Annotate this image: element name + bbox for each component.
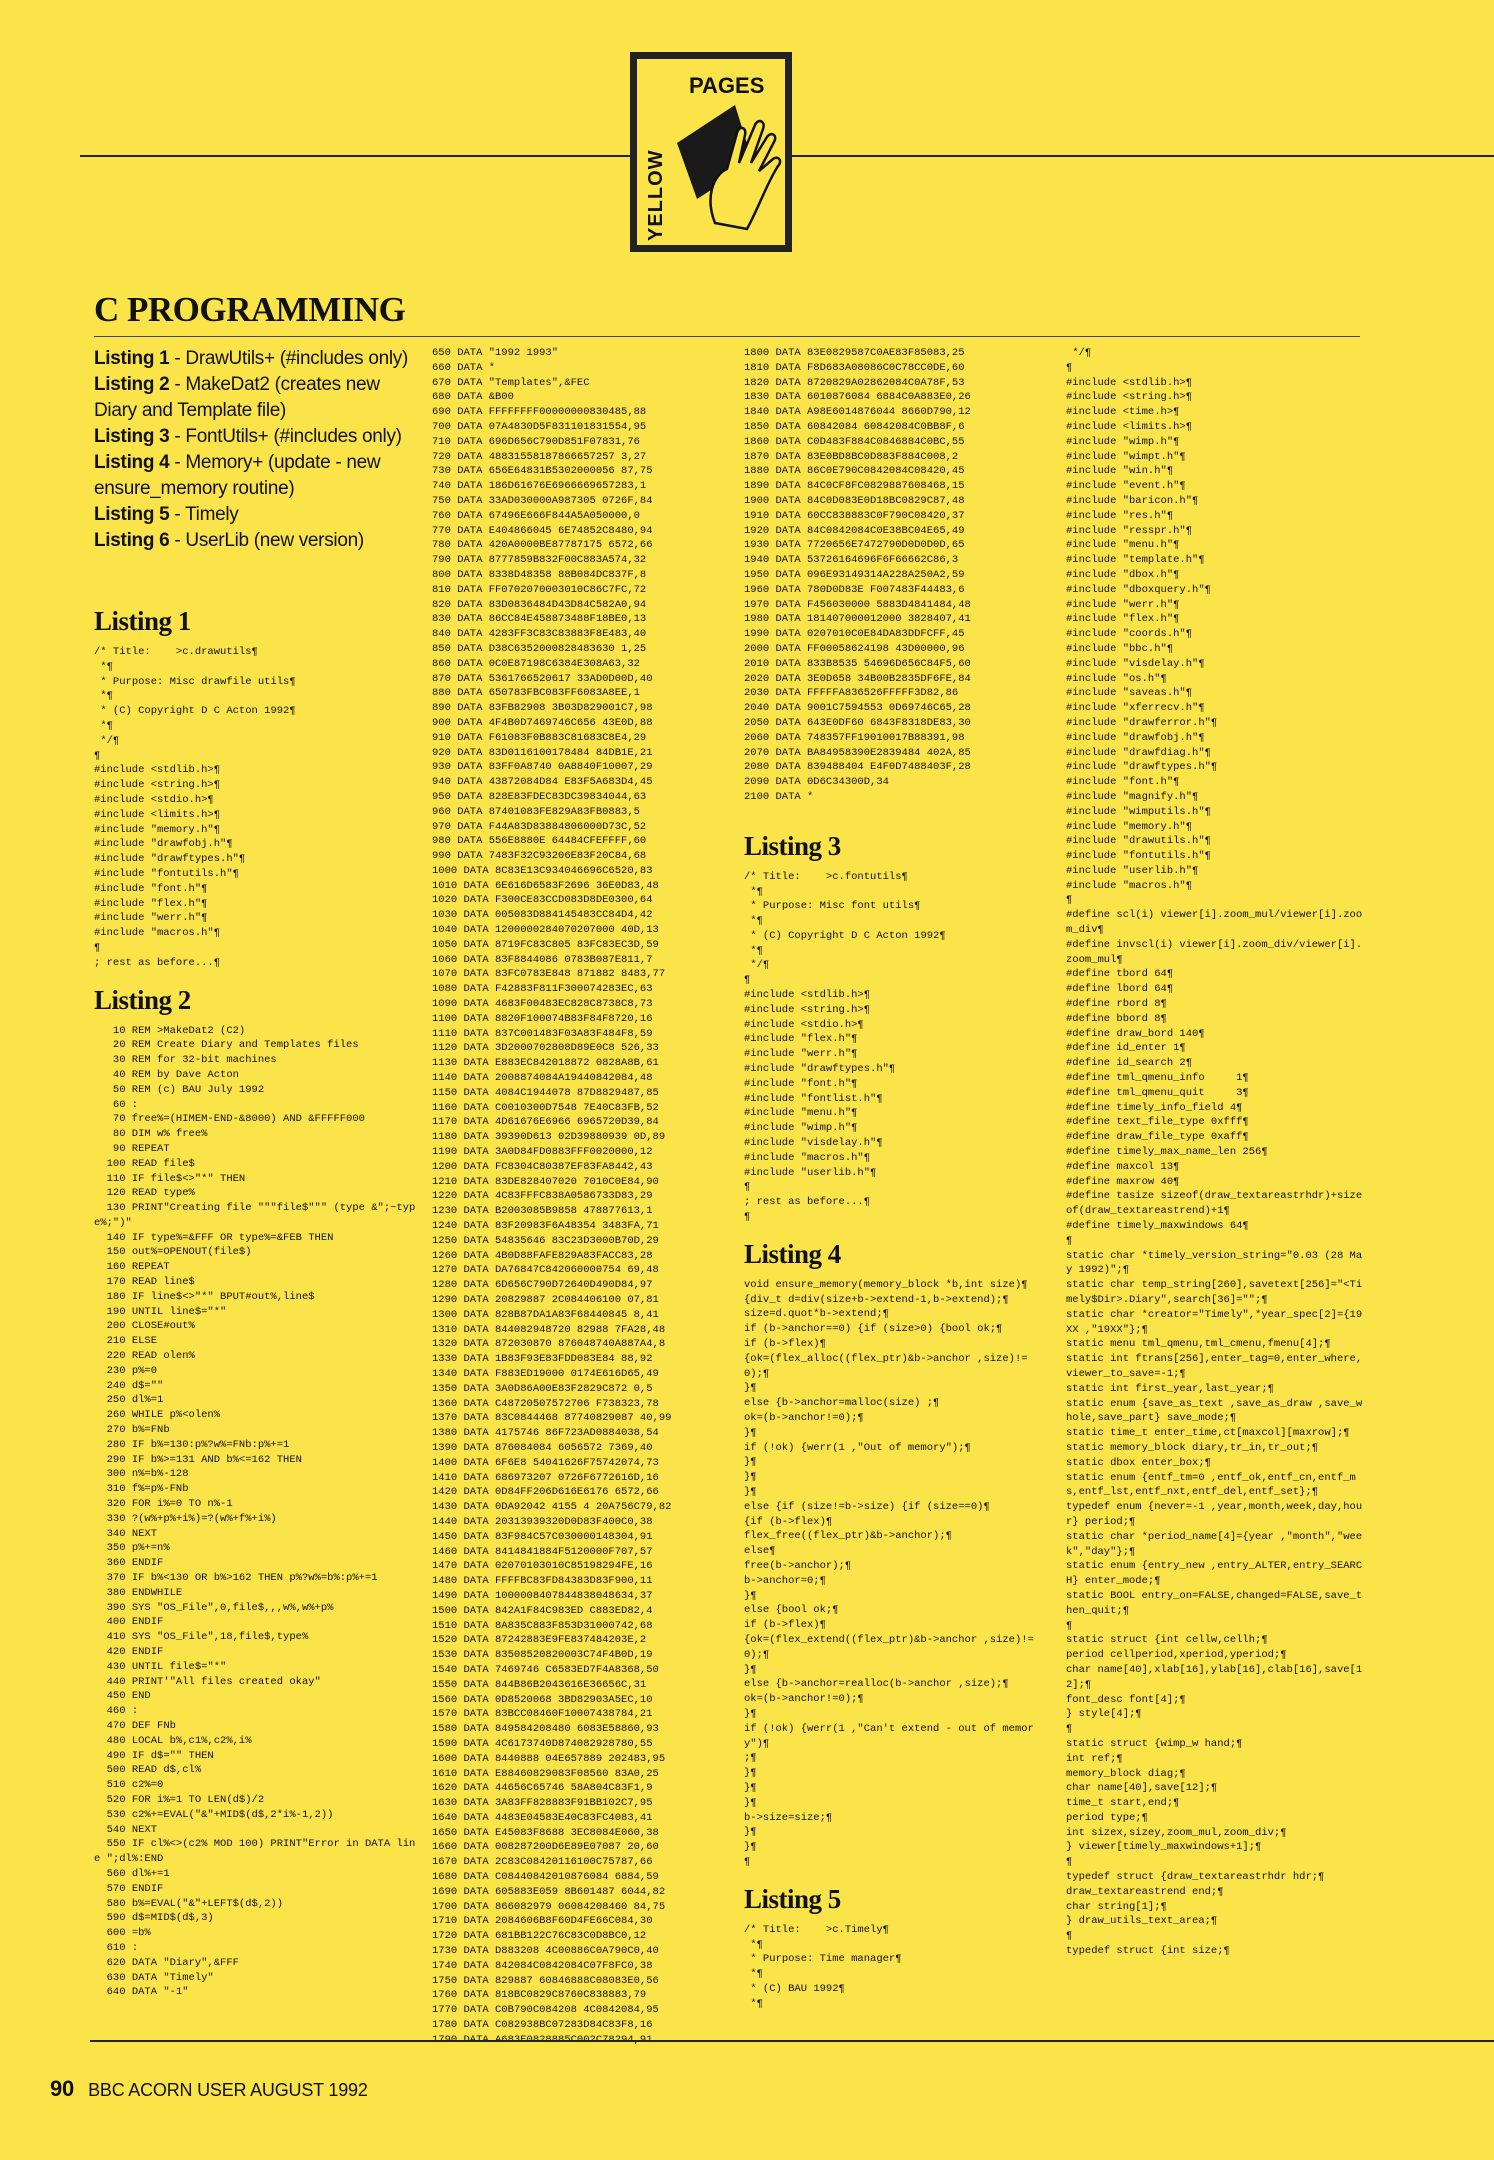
listings-index	[94, 346, 416, 554]
footer-magazine-line: BBC ACORN USER AUGUST 1992	[88, 2080, 368, 2100]
logo-pages-text: PAGES	[689, 73, 765, 98]
data-lines-code: 650 DATA "1992 1993" 660 DATA * 670 DATA "Templates",&FEC 680 DATA &B00 690 DATA FFFFFFFF00000000830485,88 700 DATA 07A4830D5F831101831554,95 710 DATA 696D656C790D851F07831,76 720 DATA 48831558187866657257 3,27 730 DATA 656E64831B5302000056 87,75 740 DATA 186D61676E6966669657283,1 750 DATA 33AD030000A987305 0726F,84 760 DATA 67496E666F844A5A050000,0 770 DATA E404866045 6E74852C8480,94 780 DATA 420A0000BE87787175 6572,66 790 DATA 8777859B832F00C883A574,32 800 DATA 8338D48358 88B084DC837F,8 810 DATA FF0702070003010C86C7FC,72 820 DATA 83D0836484D43D84C582A0,94 830 DATA 86CC84E458873488F18BE0,13 840 DATA 4283FF3C83C83883F8E483,40 850 DATA D38C6352000828483630 1,25 860 DATA 0C0E87198C6384E308A63,32 870 DATA 5361766520617 33AD0D00D,40 880 DATA 650783FBC083FF6083A8EE,1 890 DATA 83FB82908 3B03D829001C7,98 900 DATA 4F4B0D7469746C656 43E0D,88 910 DATA F61083F0B883C81683C8E4,29 920 DATA 83D0116100178484 84DB1E,21 930 DATA 83FF0A8740 0A8840F10007,29 940 DATA 43872084D84 E83F5A683D4,45 950 DATA 828E83FDEC83DC39834044,63 960 DATA 87401083FE829A83FB0883,5 970 DATA F44A83D83884806000D73C,52 980 DATA 556E8880E 64484CFEFFFF,60 990 DATA 7483F32C93206E83F20C84,68 1000 DATA 8C83E13C934046696C6520,83 1010 DATA 6E616D6583F2696 36E0D83,48 1020 DATA F300CE83CCD083D8DE0300,64 1030 DATA 005083D884145483CC84D4,42 1040 DATA 1200000284070207000 40D,13 1050 DATA 8719FC83C805 83FC83EC3D,59 1060 DATA 83F8844086 0783B087E811,7 1070 DATA 83FC0783E848 871882 8483,77 1080 DATA F42883F811F300074283EC,63 1090 DATA 4683F00483EC828C8738C8,73 1100 DATA 8820F100074B83F84F8720,16 1110 DATA 837C001483F03A83F484F8,59 1120 DATA 3D2000702808D89E0C8 526,33 1130 DATA E883EC842018872 0828A8B,61 1140 DATA 2008874084A19440842084,48 1150 DATA 4084C1944078 87D8829487,85 1160 DATA C0010300D7548 7E40C83FB,52 1170 DATA 4D61676E6966 6965720D39,84 1180 DATA 39390D613 02D39880939 0D,89 1190 DATA 3A0D84FD0883FFF0020000,12 1200 DATA FC8304C80387EF83FA8442,43 1210 DATA 83DE828407020 7010C0E84,90 1220 DATA 4C83FFFC838A0586733D83,29 1230 DATA B2003085B9858 478877613,1 1240 DATA 83F20983F6A48354 3483FA,71 1250 DATA 54835646 83C23D3000B70D,29 1260 DATA 4B0D88FAFE829A83FACC83,28 1270 DATA DA76847C842060000754 69,48 1280 DATA 6D656C790D72640D490D84,97 1290 DATA 20829887 2C084406100 07,81 1300 DATA 828B87DA1A83F68440845 8,41 1310 DATA 844082948720 82988 7FA28,48 1320 DATA 872030870 876048740A887A4,8 1330 DATA 1B83F93E83FDD083E84 88,92 1340 DATA F883ED19000 0174E616D65,49 1350 DATA 3A0D86A00E83F2829C872 0,5 1360 DATA C48720507572706 F738323,78 1370 DATA 83C0844468 87740829087 40,99 1380 DATA 4175746 86F723AD0884038,54 1390 DATA 876084084 6056572 7369,40 1400 DATA 6F6E8 54041626F75742074,73 1410 DATA 686973207 0726F6772616D,16 1420 DATA 0D84FF206D616E6176 6572,66 1430 DATA 0DA92042 4155 4 20A756C79,82 1440 DATA 20313939320D0D83F400C0,38 1450 DATA 83F984C57C030000148304,91 1460 DATA 8414841884F5120000F707,57 1470 DATA 02070103010C85198294FE,16 1480 DATA FFFFBC83FD84383D83F900,11 1490 DATA 1000008407844838048634,37 1500 DATA 842A1F84C983ED C883ED82,4 1510 DATA 8A835C883F853D31000742,68 1520 DATA 87242883E9FE837484203E,2 1530 DATA 83508520820003C74F4B0D,19 1540 DATA 7469746 C6583ED7F4A8368,50 1550 DATA 844B86B2043616E36656C,31 1560 DATA 0D8520068 3BD82903A5EC,10 1570 DATA 83BCC08460F10007438784,21 1580 DATA 849584208480 6083E58860,93 1590 DATA 4C6173740D874082928780,55 1600 DATA 8440888 04E657889 202483,95 1610 DATA E88460829083F08560 83A0,25 1620 DATA 44656C65746 58A804C83F1,9 1630 DATA 3A83FF828883F91BB102C7,95 1640 DATA 4483E04583E40C83FC4083,41 1650 DATA E45083F8688 3EC8084E060,38 1660 DATA 008287200D6E89E07087 20,60 1670 DATA 2C83C08420116100C75787,66 1680 DATA C08440842010876084 6884,59 1690 DATA 605883E059 8B601487 6044,82 1700 DATA 866082979 06084208460 84,75 1710 DATA 2084606B8F60D4FE66C084,30 1720 DATA 681BB122C76C83C0D8BC0,12 1730 DATA D883208 4C00886C0A790C0,40 1740 DATA 842084C0842084C07F8FC0,38 1750 DATA 829887 60846888C08083E0,56 1760 DATA 818BC0829C8760C838883,79 1770 DATA C0B790C084208 4C0842084,95 1780 DATA C082938BC07283D84C83F8,16 1790 DATA A683E0828885C002C78294,91	[432, 347, 672, 2046]
listing-1-heading: Listing 1	[94, 606, 191, 636]
page-number: 90	[50, 2076, 75, 2101]
listing-4-heading: Listing 4	[744, 1238, 841, 1269]
index-item: Listing 1 - DrawUtils+ (#includes only)	[94, 348, 409, 369]
listing-5-heading: Listing 5	[744, 1883, 841, 1914]
index-item: Listing 4 - Memory+ (update - new	[94, 452, 381, 473]
index-item: Listing 3 - FontUtils+ (#includes only)	[94, 426, 402, 447]
listing-4-code: void ensure_memory(memory_block *b,int size)¶ {div_t d=div(size+b->extend-1,b->extend);¶ size=d.quot*b->extend;¶ if (b->anchor==0) {if (size>0) {bool ok;¶ if (b->flex)¶ {ok=(flex_alloc((flex_ptr)&b->anchor ,size)!=0);¶ }¶ else {b->anchor=malloc(size) ;¶ ok=(b->anchor!=0);¶ }¶ if (!ok) {werr(1 ,"Out of memory");¶ }¶ }¶ }¶ else {if (size!=b->size) {if (size==0)¶ {if (b->flex)¶ flex_free((flex_ptr)&b->anchor);¶ else¶ free(b->anchor);¶ b->anchor=0;¶ }¶ else {bool ok;¶ if (b->flex)¶ {ok=(flex_extend((flex_ptr)&b->anchor ,size)!=0);¶ }¶ else {b->anchor=realloc(b->anchor ,size);¶ ok=(b->anchor!=0);¶ }¶ if (!ok) {werr(1 ,"Can't extend - out of memory")¶ ;¶ }¶ }¶ }¶ b->size=size;¶ }¶ }¶ ¶	[744, 1278, 1034, 1868]
index-item: Listing 5 - Timely	[94, 504, 239, 525]
listing-5-continued-code: */¶ ¶ #include <stdlib.h>¶ #include <string.h>¶ #include <time.h>¶ #include <limits.h>¶ #include "wimp.h"¶ #include "wimpt.h"¶ #include "win.h"¶ #include "event.h"¶ #include "baricon.h"¶ #include "res.h"¶ #include "resspr.h"¶ #include "menu.h"¶ #include "template.h"¶ #include "dbox.h"¶ #include "dboxquery.h"¶ #include "werr.h"¶ #include "flex.h"¶ #include "coords.h"¶ #include "bbc.h"¶ #include "visdelay.h"¶ #include "os.h"¶ #include "saveas.h"¶ #include "xferrecv.h"¶ #include "drawferror.h"¶ #include "drawfobj.h"¶ #include "drawfdiag.h"¶ #include "drawftypes.h"¶ #include "font.h"¶ #include "magnify.h"¶ #include "wimputils.h"¶ #include "memory.h"¶ #include "drawutils.h"¶ #include "fontutils.h"¶ #include "userlib.h"¶ #include "macros.h"¶ ¶ #define scl(i) viewer[i].zoom_mul/viewer[i].zoom_div¶ #define invscl(i) viewer[i].zoom_div/viewer[i].zoom_mul¶ #define tbord 64¶ #define lbord 64¶ #define rbord 8¶ #define bbord 8¶ #define draw_bord 140¶ #define id_enter 1¶ #define id_search 2¶ #define tml_qmenu_info 1¶ #define tml_qmenu_quit 3¶ #define timely_info_field 4¶ #define text_file_type 0xfff¶ #define draw_file_type 0xaff¶ #define timely_max_name_len 256¶ #define maxcol 13¶ #define maxrow 40¶ #define tasize sizeof(draw_textareastrhdr)+sizeof(draw_textareastrend)+1¶ #define timely_maxwindows 64¶ ¶ static char *timely_version_string="0.03 (28 May 1992)";¶ static char temp_string[260],savetext[256]="<Timely$Dir>.Diary",search[36]="";¶ static char *creator="Timely",*year_spec[2]={19XX ,"19XX"};¶ static menu tml_qmenu,tml_cmenu,fmenu[4];¶ static int ftrans[256],enter_tag=0,enter_where,viewer_to_save=-1;¶ static int first_year,last_year;¶ static enum {save_as_text ,save_as_draw ,save_whole,save_part} save_mode;¶ static time_t enter_time,ct[maxcol][maxrow];¶ static memory_block diary,tr_in,tr_out;¶ static dbox enter_box;¶ static enum {entf_tm=0 ,entf_ok,entf_cn,entf_ms,entf_lst,entf_nxt,entf_del,entf_set};¶ typedef enum {never=-1 ,year,month,week,day,hour} period;¶ static char *period_name[4]={year ,"month","week","day"};¶ static enum {entry_new ,entry_ALTER,entry_SEARCH} enter_mode;¶ static BOOL entry_on=FALSE,changed=FALSE,save_then_quit;¶ ¶ static struct {int cellw,cellh;¶ period cellperiod,xperiod,yperiod;¶ char name[40],xlab[16],ylab[16],clab[16],save[12];¶ font_desc font[4];¶ } style[4];¶ ¶ static struct {wimp_w hand;¶ int ref;¶ memory_block diag;¶ char name[40],save[12];¶ time_t start,end;¶ period type;¶ int sizex,sizey,zoom_mul,zoom_div;¶ } viewer[timely_maxwindows+1];¶ ¶ typedef struct {draw_textareastrhdr hdr;¶ draw_textareastrend end;¶ char string[1];¶ } draw_utils_text_area;¶ ¶ typedef struct {int size;¶	[1066, 347, 1363, 1958]
listing-2-heading: Listing 2	[94, 984, 191, 1015]
title-rule	[94, 336, 1360, 337]
column-4	[1066, 346, 1366, 1959]
listing-3-code: /* Title: >c.fontutils¶ *¶ * Purpose: Misc font utils¶ *¶ * (C) Copyright D C Acton 1992¶ *¶ */¶ ¶ #include <stdlib.h>¶ #include <string.h>¶ #include <stdio.h>¶ #include "flex.h"¶ #include "werr.h"¶ #include "drawftypes.h"¶ #include "font.h"¶ #include "fontlist.h"¶ #include "menu.h"¶ #include "wimp.h"¶ #include "visdelay.h"¶ #include "macros.h"¶ #include "userlib.h"¶ ¶ ; rest as before...¶ ¶	[744, 870, 946, 1224]
listing-2-code: 10 REM >MakeDat2 (C2) 20 REM Create Diary and Templates files 30 REM for 32-bit machines 40 REM by Dave Acton 50 REM (c) BAU July 1992 60 : 70 free%=(HIMEM-END-&8000) AND &FFFFF000 80 DIM w% free% 90 REPEAT 100 READ file$ 110 IF file$<>"*" THEN 120 READ type% 130 PRINT"Creating file """file$""" (type &";~type%;")" 140 IF type%=&FFF OR type%=&FEB THEN 150 out%=OPENOUT(file$) 160 REPEAT 170 READ line$ 180 IF line$<>"*" BPUT#out%,line$ 190 UNTIL line$="*" 200 CLOSE#out% 210 ELSE 220 READ olen% 230 p%=0 240 d$="" 250 dl%=1 260 WHILE p%<olen% 270 b%=FNb 280 IF b%=130:p%?w%=FNb:p%+=1 290 IF b%>=131 AND b%<=162 THEN 300 n%=b%-128 310 f%=p%-FNb 320 FOR i%=0 TO n%-1 330 ?(w%+p%+i%)=?(w%+f%+i%) 340 NEXT 350 p%+=n% 360 ENDIF 370 IF b%<130 OR b%>162 THEN p%?w%=b%:p%+=1 380 ENDWHILE 390 SYS "OS_File",0,file$,,,w%,w%+p% 400 ENDIF 410 SYS "OS_File",18,file$,type% 420 ENDIF 430 UNTIL file$="*" 440 PRINT'"All files created okay" 450 END 460 : 470 DEF FNb 480 LOCAL b%,c1%,c2%,i% 490 IF d$="" THEN 500 READ d$,cl% 510 c2%=0 520 FOR i%=1 TO LEN(d$)/2 530 c2%+=EVAL("&"+MID$(d$,2*i%-1,2)) 540 NEXT 550 IF cl%<>(c2% MOD 100) PRINT"Error in DATA line ";dl%:END 560 dl%+=1 570 ENDIF 580 b%=EVAL("&"+LEFT$(d$,2)) 590 d$=MID$(d$,3) 600 =b% 610 : 620 DATA "Diary",&FFF 630 DATA "Timely" 640 DATA "-1"	[94, 1024, 416, 1999]
page-title: C PROGRAMMING	[94, 290, 406, 329]
page-footer	[50, 2076, 368, 2102]
index-item: Listing 6 - UserLib (new version)	[94, 530, 364, 551]
listing-5-code: /* Title: >c.Timely¶ *¶ * Purpose: Time manager¶ *¶ * (C) BAU 1992¶ *¶	[744, 1923, 902, 2010]
index-item: ensure_memory routine)	[94, 478, 295, 499]
hand-icon	[675, 103, 785, 243]
column-1	[94, 346, 416, 2000]
column-2	[432, 346, 732, 2048]
logo-yellow-text: YELLOW	[645, 149, 667, 241]
index-item: Diary and Template file)	[94, 400, 287, 421]
bottom-rule	[90, 2040, 1494, 2042]
data-lines-continued-code: 1800 DATA 83E0829587C0AE83F85083,25 1810 DATA F8D683A08086C0C78CC0DE,60 1820 DATA 8720829A02862084C0A78F,53 1830 DATA 6010876084 6884C0A883E0,26 1840 DATA A98E6014876044 8660D790,12 1850 DATA 60842084 60842084C0BB8F,6 1860 DATA C0D483F884C0846884C0BC,55 1870 DATA 83E0BD8BC0D883F884C008,2 1880 DATA 86C0E790C0842084C08420,45 1890 DATA 84C0CF8FC0829887608468,15 1900 DATA 84C0D083E0D18BC0829C87,48 1910 DATA 60CC838883C0F790C08420,37 1920 DATA 84C0842084C0E38BC04E65,49 1930 DATA 7720656E7472790D0D0D0D,65 1940 DATA 53726164696F6F66662C86,3 1950 DATA 096E93149314A228A250A2,59 1960 DATA 780D0D83E F007483F44483,6 1970 DATA F456030000 5883D4841484,48 1980 DATA 181407000012000 3828407,41 1990 DATA 0207010C0E84DA83DDFCFF,45 2000 DATA FF00058624198 43D00000,96 2010 DATA 833B8535 54696D656C84F5,60 2020 DATA 3E0D658 34B00B2835DF6FE,84 2030 DATA FFFFFA836526FFFFF3D82,86 2040 DATA 9001C7594553 0D69746C65,28 2050 DATA 643E0DF60 6843F8318DE83,30 2060 DATA 748357FF19010017B88391,98 2070 DATA BA84958390E2839484 402A,85 2080 DATA 839488404 E4F0D7488403F,28 2090 DATA 0D6C34300D,34 2100 DATA *	[744, 347, 971, 803]
listing-1-code: /* Title: >c.drawutils¶ *¶ * Purpose: Misc drawfile utils¶ *¶ * (C) Copyright D C Acton 1992¶ *¶ */¶ ¶ #include <stdlib.h>¶ #include <string.h>¶ #include <stdio.h>¶ #include <limits.h>¶ #include "memory.h"¶ #include "drawfobj.h"¶ #include "drawftypes.h"¶ #include "fontutils.h"¶ #include "font.h"¶ #include "flex.h"¶ #include "werr.h"¶ #include "macros.h"¶ ¶ ; rest as before...¶	[94, 646, 296, 969]
index-item: Listing 2 - MakeDat2 (creates new	[94, 374, 380, 395]
listing-3-heading: Listing 3	[744, 830, 841, 861]
yellow-pages-logo	[630, 52, 792, 252]
column-3	[744, 346, 1046, 2011]
